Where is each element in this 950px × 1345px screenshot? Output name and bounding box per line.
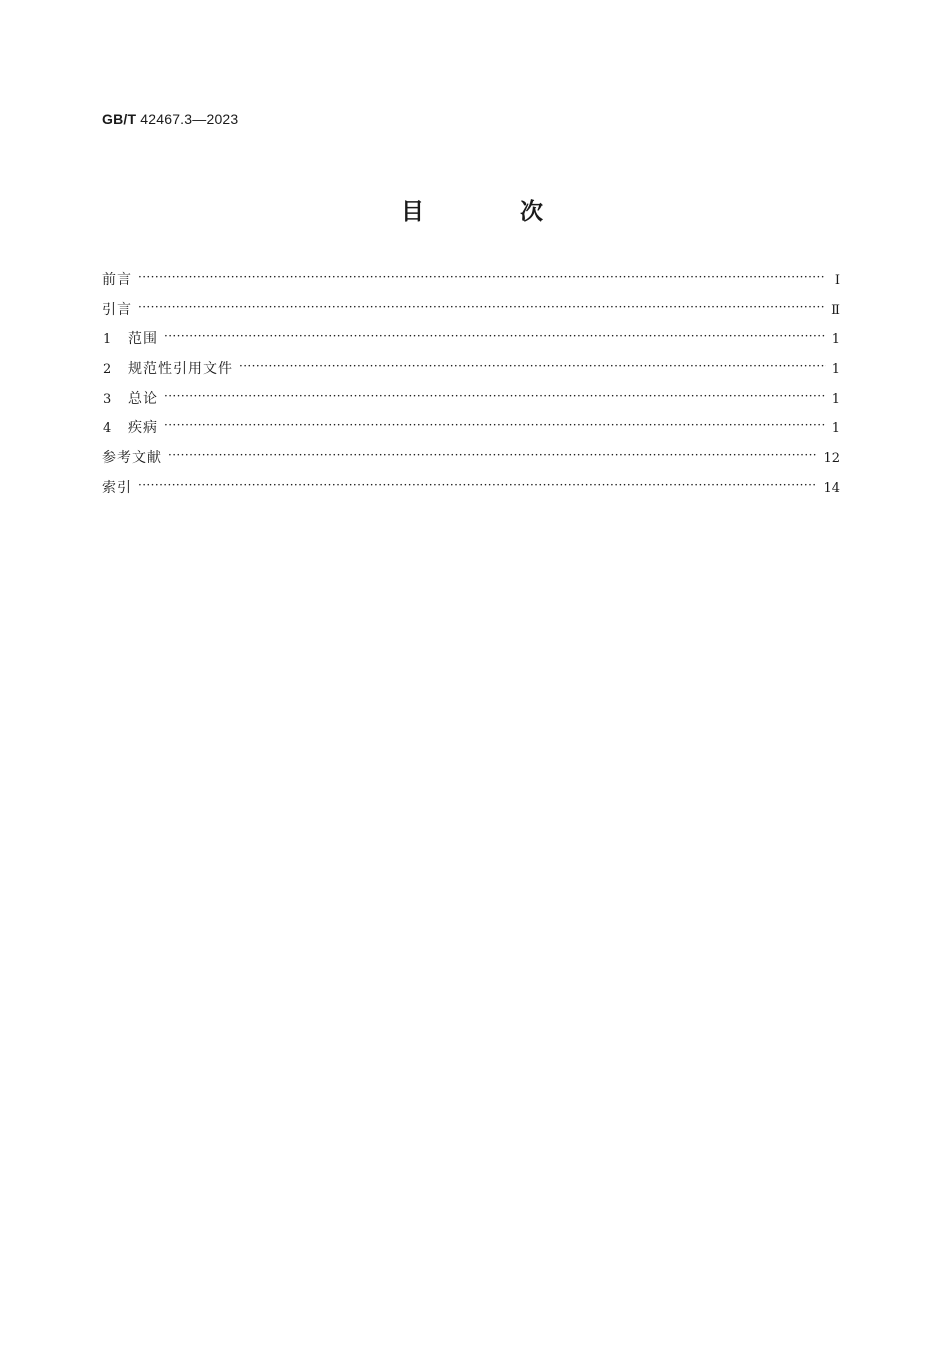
toc-dot-leader [138,267,826,287]
toc-entry-label: 参考文献 [102,450,162,467]
toc-entry-general[interactable] [102,389,840,419]
toc-dot-leader [138,297,825,317]
toc-page-number: 1 [831,391,840,407]
toc-dot-leader [239,356,826,376]
toc-page-number: 1 [831,332,840,348]
toc-entry-number: 4 [103,421,112,437]
toc-entry-number: 3 [103,391,112,407]
toc-dot-leader [164,415,826,435]
toc-page-number: 14 [823,480,840,496]
toc-dot-leader [168,445,817,465]
toc-entry-label: 总论 [128,390,158,407]
toc-entry-label: 索引 [102,479,132,496]
toc-entry-label: 引言 [102,301,132,318]
table-of-contents [102,270,840,508]
toc-dot-leader [164,386,826,406]
standard-code-prefix: GB/T [102,111,137,127]
toc-entry-normative-references[interactable] [102,359,840,389]
toc-entry-scope[interactable] [102,329,840,359]
toc-dot-leader [164,326,826,346]
toc-entry-diseases[interactable] [102,418,840,448]
toc-page-number: Ⅱ [831,302,840,318]
page-title: 目 次 [400,199,587,225]
toc-entry-label: 前言 [102,272,132,288]
toc-entry-number: 2 [103,362,112,378]
toc-dot-leader [138,475,817,495]
toc-page-number: 12 [823,451,840,467]
toc-page-number: Ⅰ [834,273,840,288]
toc-entry-foreword[interactable] [102,270,840,300]
toc-entry-bibliography[interactable] [102,448,840,478]
toc-entry-introduction[interactable] [102,300,840,330]
standard-code-number: 42467.3—2023 [140,111,239,127]
toc-page-number: 1 [831,362,840,378]
standard-code [102,111,238,127]
toc-entry-number: 1 [103,332,112,348]
toc-entry-label: 疾病 [128,420,158,437]
toc-entry-index[interactable] [102,478,840,508]
toc-page-number: 1 [831,421,840,437]
toc-entry-label: 范围 [128,331,158,348]
toc-entry-label: 规范性引用文件 [128,361,233,378]
